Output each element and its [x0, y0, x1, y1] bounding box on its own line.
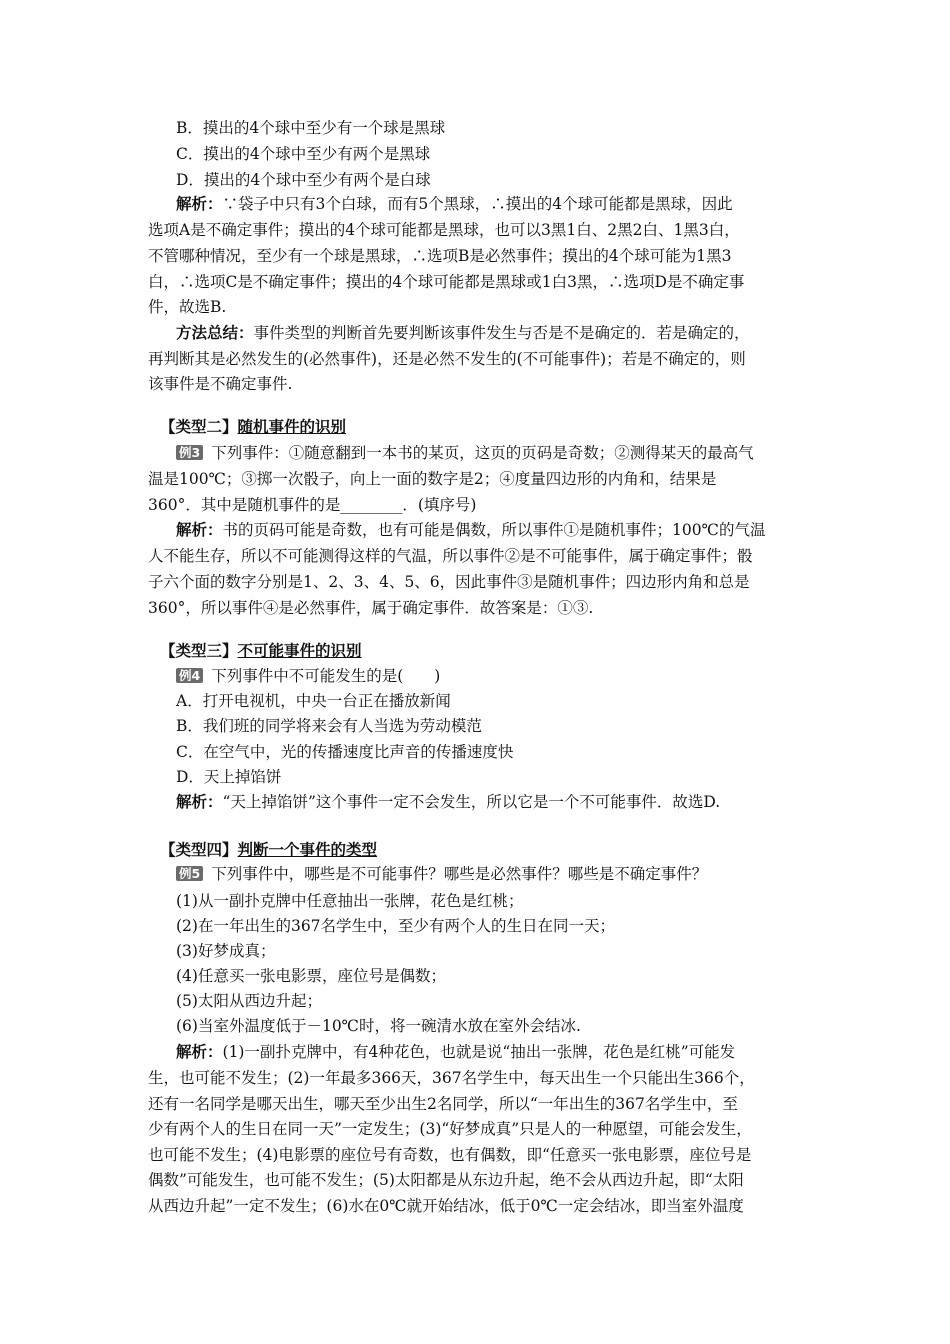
analysis-label: 解析：	[176, 1042, 223, 1061]
analysis-line: 解析：“天上掉馅饼”这个事件一定不会发生，所以它是一个不可能事件．故选D.	[176, 792, 721, 811]
section-heading-type4: 【类型四】判断一个事件的类型	[160, 841, 378, 859]
option-d: D．摸出的4个球中至少有两个是白球	[176, 171, 431, 189]
option-d: D．天上掉馅饼	[176, 768, 282, 786]
analysis-label: 解析：	[176, 194, 223, 213]
method-summary-line: 该事件是不确定事件.	[148, 375, 293, 393]
analysis-line: 从西边升起”一定不发生；(6)水在0℃就开始结冰，低于0℃一定会结冰，即当室外温度	[148, 1197, 744, 1215]
analysis-line: 还有一名同学是哪天出生，哪天至少出生2名同学，所以“一年出生的367名学生中，至	[148, 1095, 738, 1113]
example-question-line: 360°．其中是随机事件的是________．(填序号)	[148, 496, 477, 514]
method-summary-line: 再判断其是必然发生的(必然事件)，还是必然不发生的(不可能事件)；若是不确定的，则	[148, 350, 746, 368]
option-c: C．摸出的4个球中至少有两个是黑球	[176, 145, 431, 163]
analysis-line: 少有两个人的生日在同一天”一定发生；(3)“好梦成真”只是人的一种愿望，可能会发生，	[148, 1120, 752, 1138]
analysis-line: 白，∴选项C是不确定事件；摸出的4个球可能都是黑球或1白3黑，∴选项D是不确定事	[148, 273, 745, 291]
analysis-line: 360°，所以事件④是必然事件，属于确定事件．故答案是：①③.	[148, 599, 594, 617]
analysis-line: 解析：书的页码可能是奇数，也有可能是偶数，所以事件①是随机事件；100℃的气温	[176, 520, 766, 539]
option-c: C．在空气中，光的传播速度比声音的传播速度快	[176, 743, 514, 761]
option-b: B．我们班的同学将来会有人当选为劳动模范	[176, 717, 482, 735]
example-badge: 例5	[176, 866, 203, 881]
example-question-line: 例5 下列事件中，哪些是不可能事件？哪些是必然事件？哪些是不确定事件？	[176, 862, 707, 886]
list-item: (6)当室外温度低于－10℃时，将一碗清水放在室外会结冰.	[176, 1017, 581, 1035]
example-badge: 例4	[176, 668, 203, 683]
analysis-label: 解析：	[176, 792, 223, 811]
example-question-line: 温是100℃；③掷一次骰子，向上一面的数字是2；④度量四边形的内角和，结果是	[148, 470, 717, 488]
example-badge: 例3	[176, 445, 203, 460]
list-item: (3)好梦成真；	[176, 942, 276, 960]
option-a: A．打开电视机，中央一台正在播放新闻	[176, 692, 451, 710]
example-question-line: 例3 下列事件：①随意翻到一本书的某页，这页的页码是奇数；②测得某天的最高气	[176, 441, 754, 465]
section-heading-type2: 【类型二】随机事件的识别	[160, 418, 347, 436]
analysis-line: 选项A是不确定事件；摸出的4个球可能都是黑球，也可以3黑1白、2黑2白、1黑3白，	[148, 221, 740, 239]
analysis-line: 也可能不发生；(4)电影票的座位号有奇数，也有偶数，即“任意买一张电影票，座位号是	[148, 1146, 752, 1164]
analysis-line: 不管哪种情况，至少有一个球是黑球，∴选项B是必然事件；摸出的4个球可能为1黑3	[148, 247, 732, 265]
analysis-label: 解析：	[176, 520, 223, 539]
list-item: (1)从一副扑克牌中任意抽出一张牌，花色是红桃；	[176, 892, 524, 910]
section-heading-type3: 【类型三】不可能事件的识别	[160, 642, 362, 660]
list-item: (4)任意买一张电影票，座位号是偶数；	[176, 967, 446, 985]
list-item: (2)在一年出生的367名学生中，至少有两个人的生日在同一天；	[176, 917, 616, 935]
analysis-line: 人不能生存，所以不可能测得这样的气温，所以事件②是不可能事件，属于确定事件；骰	[148, 547, 753, 565]
analysis-line: 偶数”可能发生，也可能不发生；(5)太阳都是从东边升起，绝不会从西边升起，即“太阳	[148, 1171, 744, 1189]
method-summary-label: 方法总结：	[176, 323, 254, 342]
option-b: B．摸出的4个球中至少有一个球是黑球	[176, 119, 446, 137]
method-summary-line: 方法总结：事件类型的判断首先要判断该事件发生与否是不是确定的．若是确定的，	[176, 323, 750, 342]
analysis-line: 解析：(1)一副扑克牌中，有4种花色，也就是说“抽出一张牌，花色是红桃”可能发	[176, 1042, 736, 1061]
example-question-line: 例4 下列事件中不可能发生的是( )	[176, 664, 440, 688]
analysis-line: 子六个面的数字分别是1、2、3、4、5、6，因此事件③是随机事件；四边形内角和总是	[148, 573, 750, 591]
analysis-line: 件，故选B.	[148, 298, 227, 316]
list-item: (5)太阳从西边升起；	[176, 992, 322, 1010]
analysis-line: 生，也可能不发生；(2)一年最多366天，367名学生中，每天出生一个只能出生366个，	[148, 1069, 755, 1087]
analysis-line: 解析：∵袋子中只有3个白球，而有5个黑球，∴摸出的4个球可能都是黑球，因此	[176, 194, 733, 213]
